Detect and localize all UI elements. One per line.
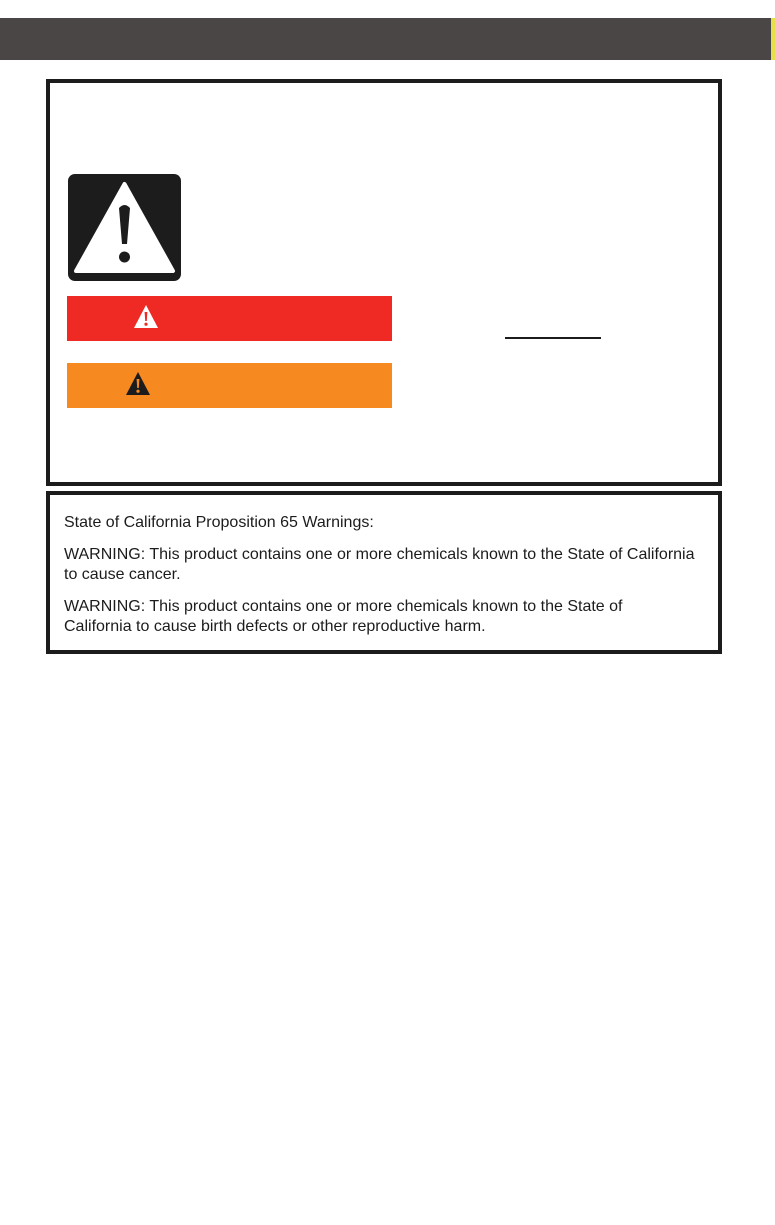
prop65-cancer-warning: WARNING: This product contains one or more chemicals known to the State of California to cause cancer. (64, 546, 695, 583)
safety-alert-triangle-icon (133, 304, 159, 330)
warning-signal-bar (67, 363, 392, 408)
prop65-warning-panel (46, 491, 722, 654)
safety-alert-triangle-icon (125, 371, 151, 397)
prop65-heading: State of California Proposition 65 Warnings: (64, 514, 374, 531)
prop65-reproductive-warning: WARNING: This product contains one or more chemicals known to the State of California to cause birth defects or other reproductive harm. (64, 598, 623, 635)
header-edge-accent (771, 18, 775, 60)
safety-alert-triangle-icon (68, 174, 181, 281)
underline-rule (505, 337, 601, 339)
danger-signal-bar (67, 296, 392, 341)
safety-information-panel (46, 79, 722, 486)
header-bar (0, 18, 775, 60)
